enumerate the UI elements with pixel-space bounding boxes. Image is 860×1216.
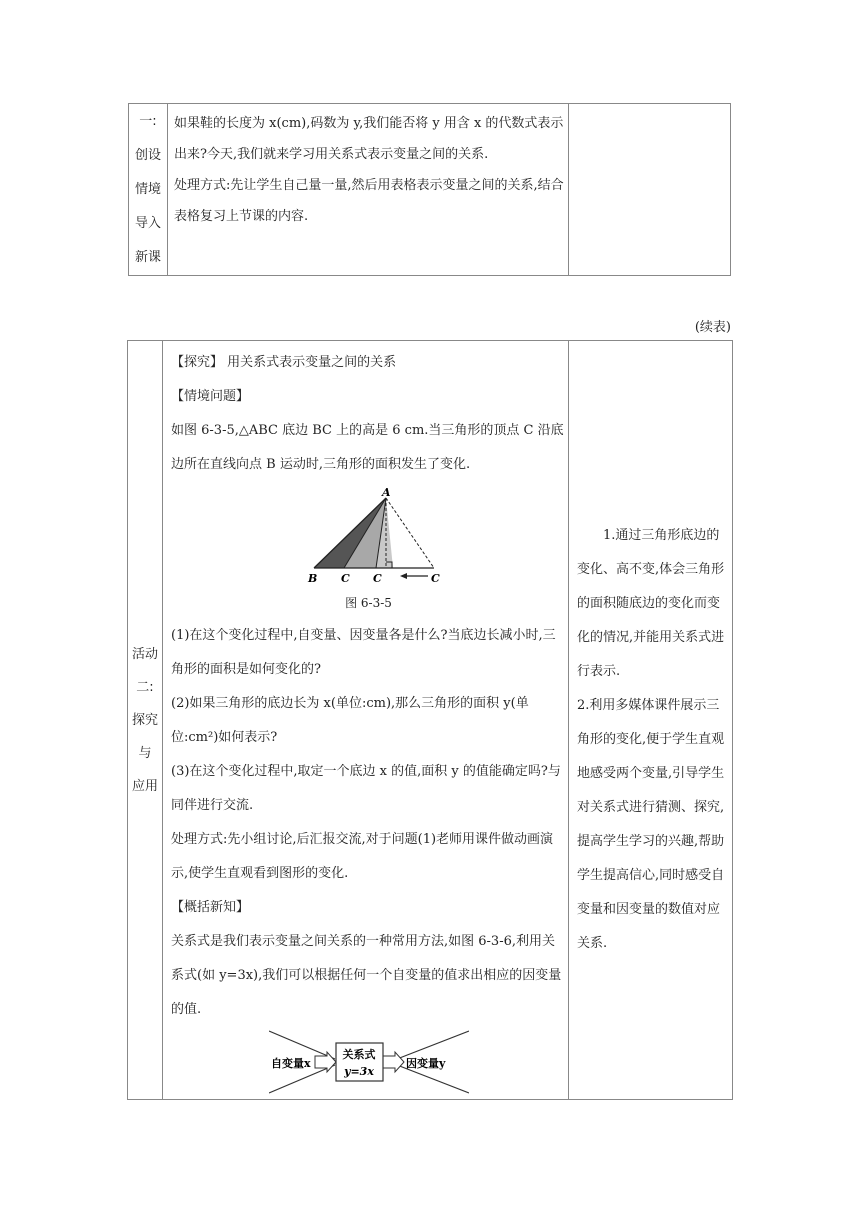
- note-cell: [569, 104, 731, 276]
- content-cell: [168, 104, 569, 276]
- figure-6-3-6: [171, 1029, 566, 1099]
- situation-text: 如图 6-3-5,△ABC 底边 BC 上的高是 6 cm.当三角形的顶点 C 沿底边所在直线向点 B 运动时,三角形的面积发生了变化.: [171, 423, 564, 472]
- figure-6-3-5: [171, 488, 566, 611]
- explore-heading: 【探究】 用关系式表示变量之间的关系: [171, 355, 397, 370]
- vertex-label-b: B: [307, 572, 317, 585]
- content-cell: [163, 341, 569, 1100]
- stage-label: 活动: [131, 646, 158, 662]
- relation-label: 关系式: [342, 1048, 375, 1061]
- stage-label-cell: [129, 104, 168, 276]
- stage-label: 应用: [131, 778, 158, 794]
- design-note-2: 2.利用多媒体课件展示三角形的变化,便于学生直观地感受两个变量,引导学生对关系式进行猜测、探究,提高学生学习的兴趣,帮助学生提高信心,同时感受自变量和因变量的数值对应关系.: [577, 698, 725, 951]
- stage-label: 一:: [139, 114, 157, 129]
- question-1: (1)在这个变化过程中,自变量、因变量各是什么?当底边长减小时,三角形的面积是如何变化的?: [171, 628, 556, 677]
- summary-heading: 【概括新知】: [171, 900, 250, 915]
- relation-formula: y=3x: [343, 1065, 374, 1078]
- stage-label: 创设: [134, 148, 161, 163]
- vertex-label-c: C: [430, 572, 440, 585]
- stage-label: 导入: [134, 216, 161, 231]
- stage-label: 二:: [136, 679, 154, 695]
- figure-caption: 图 6-3-5: [345, 596, 392, 610]
- intro-table: [128, 103, 731, 276]
- situation-heading: 【情境问题】: [171, 389, 250, 404]
- design-note-1: 1.通过三角形底边的变化、高不变,体会三角形的面积随底边的变化而变化的情况,并能用关系式进行表示.: [577, 528, 725, 679]
- stage-label-cell: [128, 341, 163, 1100]
- triangle-figure: [294, 488, 444, 588]
- intro-method: 处理方式:先让学生自己量一量,然后用表格表示变量之间的关系,结合表格复习上节课的内容.: [174, 178, 564, 224]
- intro-paragraph: 如果鞋的长度为 x(cm),码数为 y,我们能否将 y 用含 x 的代数式表示出来?今天,我们就来学习用关系式表示变量之间的关系.: [174, 116, 564, 162]
- stage-label: 情境: [134, 182, 161, 197]
- continued-label: (续表): [694, 320, 731, 335]
- relation-diagram: [269, 1029, 469, 1095]
- method-text: 处理方式:先小组讨论,后汇报交流,对于问题(1)老师用课件做动画演示,使学生直观看到图形的变化.: [171, 832, 554, 881]
- stage-label: 探究: [131, 712, 158, 728]
- vertex-label-c: C: [340, 572, 350, 585]
- summary-text: 关系式是我们表示变量之间关系的一种常用方法,如图 6-3-6,利用关系式(如 y=3x),我们可以根据任何一个自变量的值求出相应的因变量的值.: [171, 934, 562, 1017]
- note-cell: [569, 341, 733, 1100]
- vertex-label-c: C: [372, 572, 382, 585]
- question-2: (2)如果三角形的底边长为 x(单位:cm),那么三角形的面积 y(单位:cm²)如何表示?: [171, 696, 529, 745]
- vertex-label-a: A: [381, 488, 391, 499]
- dependent-variable-label: 因变量y: [405, 1057, 445, 1070]
- question-3: (3)在这个变化过程中,取定一个底边 x 的值,面积 y 的值能确定吗?与同伴进行交流.: [171, 764, 561, 813]
- independent-variable-label: 自变量x: [270, 1057, 311, 1070]
- stage-label: 新课: [134, 250, 161, 265]
- stage-label: 与: [138, 745, 152, 761]
- activity-table: [127, 340, 733, 1100]
